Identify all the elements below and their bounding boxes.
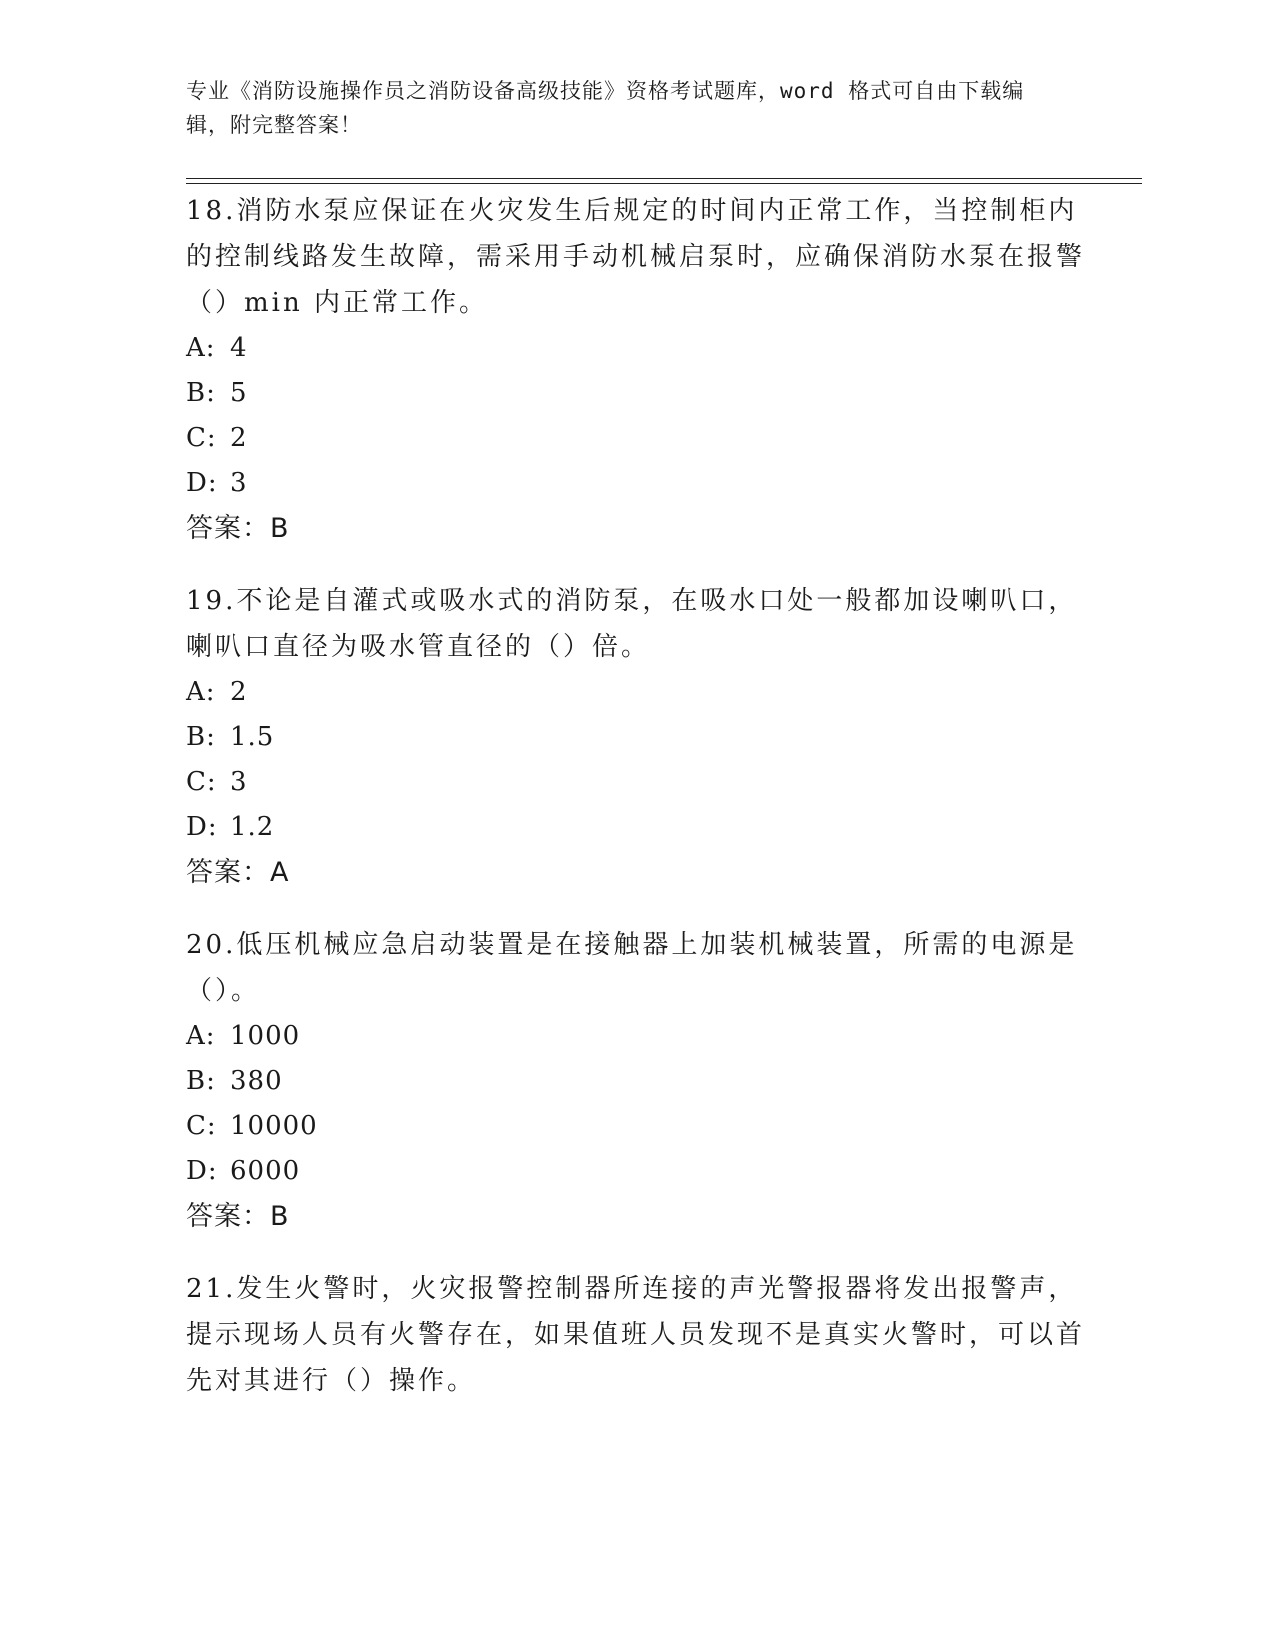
option-a xyxy=(186,1014,1086,1059)
option-key: C: xyxy=(186,423,217,453)
answer-line: 答案：A xyxy=(186,857,290,888)
option-text: 1.2 xyxy=(230,812,275,842)
option-a xyxy=(186,326,1086,371)
option-text: 1000 xyxy=(230,1021,301,1051)
option-d xyxy=(186,805,1086,850)
question-stem: 21.发生火警时，火灾报警控制器所连接的声光警报器将发出报警声，提示现场人员有火警存在，如果值班人员发现不是真实火警时，可以首先对其进行（）操作。 xyxy=(186,1274,1086,1396)
option-key: B: xyxy=(186,722,216,752)
question-list xyxy=(186,188,1086,1430)
header-divider-bottom xyxy=(186,183,1142,184)
option-text: 6000 xyxy=(230,1156,301,1186)
option-c xyxy=(186,1104,1086,1149)
question-18 xyxy=(186,188,1086,552)
option-text: 2 xyxy=(230,423,248,453)
option-text: 3 xyxy=(230,468,248,498)
option-key: D: xyxy=(186,812,218,842)
option-c xyxy=(186,416,1086,461)
option-text: 5 xyxy=(230,378,248,408)
option-key: D: xyxy=(186,468,218,498)
option-text: 380 xyxy=(230,1066,283,1096)
answer-line: 答案：B xyxy=(186,1201,290,1232)
option-key: A: xyxy=(186,333,216,363)
option-b xyxy=(186,715,1086,760)
question-stem: 19.不论是自灌式或吸水式的消防泵，在吸水口处一般都加设喇叭口，喇叭口直径为吸水管直径的（）倍。 xyxy=(186,586,1078,662)
question-stem: 18.消防水泵应保证在火灾发生后规定的时间内正常工作，当控制柜内的控制线路发生故障，需采用手动机械启泵时，应确保消防水泵在报警（）min 内正常工作。 xyxy=(186,196,1086,318)
question-21 xyxy=(186,1266,1086,1404)
option-text: 10000 xyxy=(230,1111,318,1141)
option-d xyxy=(186,1149,1086,1194)
option-b xyxy=(186,1059,1086,1104)
option-text: 1.5 xyxy=(230,722,275,752)
option-key: C: xyxy=(186,767,217,797)
option-text: 3 xyxy=(230,767,248,797)
option-key: C: xyxy=(186,1111,217,1141)
answer-line: 答案：B xyxy=(186,513,290,544)
option-key: A: xyxy=(186,677,216,707)
option-c xyxy=(186,760,1086,805)
option-b xyxy=(186,371,1086,416)
option-key: B: xyxy=(186,378,216,408)
option-text: 2 xyxy=(230,677,248,707)
option-d xyxy=(186,461,1086,506)
option-key: A: xyxy=(186,1021,216,1051)
document-header-note: 专业《消防设施操作员之消防设备高级技能》资格考试题库，word 格式可自由下载编辑，附完整答案！ xyxy=(186,79,1025,137)
header-divider-top xyxy=(186,178,1142,179)
option-key: D: xyxy=(186,1156,218,1186)
question-stem: 20.低压机械应急启动装置是在接触器上加装机械装置，所需的电源是（）。 xyxy=(186,930,1078,1006)
question-19 xyxy=(186,578,1086,896)
option-a xyxy=(186,670,1086,715)
option-text: 4 xyxy=(230,333,248,363)
question-20 xyxy=(186,922,1086,1240)
option-key: B: xyxy=(186,1066,216,1096)
